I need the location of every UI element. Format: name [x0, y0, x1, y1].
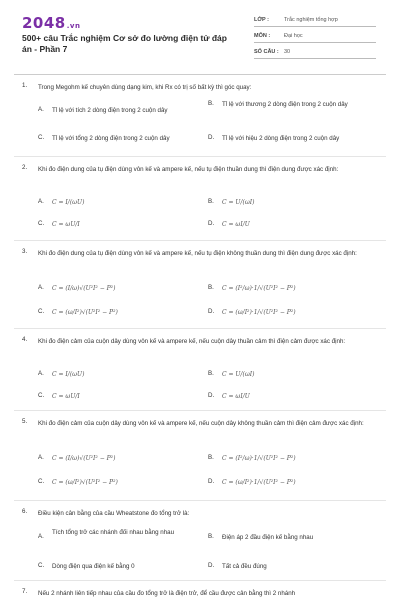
question-divider: [14, 156, 386, 157]
document-title: 500+ câu Trắc nghiệm Cơ sở đo lường điện tử đáp án - Phần 7: [22, 33, 227, 54]
question-divider: [14, 328, 386, 329]
question-3: 3. Khi đo điện dung của tụ điện dùng vôn kế và ampere kế, nếu tụ điện không thuần dung thì điện dung được xác định: A. C = (I/ω)√(U²I² − P²) B. C = (I²/ω)·1/√(U²I² − P²) C. C = (ω/I²)√(U²I² − P²) D. C = (ω/I²)·1/√(U²I² − P²): [22, 248, 382, 326]
document-header: [0, 0, 400, 68]
question-text: Trong Megohm kế chuyên dùng dạng kim, khi Rx có trị số bất kỳ thì góc quay:: [38, 84, 252, 91]
question-1: 1. Trong Megohm kế chuyên dùng dạng kim, khi Rx có trị số bất kỳ thì góc quay: A. Tỉ lệ với tích 2 dòng điện trong 2 cuộn dây B. Tỉ lệ với thương 2 dòng điện trong 2 cuộn dây C. Tỉ lệ với tổng 2 dòng điện trong 2 cuộn dây D. Tỉ lệ với hiệu 2 dòng điện trong 2 cuộn dây: [22, 82, 382, 152]
meta-class: LỚP : Trắc nghiệm tổng hợp: [254, 14, 376, 27]
question-text: Khi đo điện cảm của cuộn dây dùng vôn kế và ampere kế, nếu cuộn dây không thuần cảm thì điện cảm được xác định:: [38, 420, 364, 427]
site-logo[interactable]: 2048.vn: [22, 14, 81, 32]
question-text: Khi đo điện dung của tụ điện dùng vôn kế và ampere kế, nếu tụ điện không thuần dung thì điện dung được xác định:: [38, 250, 357, 257]
question-5: 5. Khi đo điện cảm của cuộn dây dùng vôn kế và ampere kế, nếu cuộn dây không thuần cảm thì điện cảm được xác định: A. C = (I/ω)√(U²I² − P²) B. C = (I²/ω)·1/√(U²I² − P²) C. C = (ω/I²)√(U²I² − P²) D. C = (ω/I²)·1/√(U²I² − P²): [22, 418, 382, 498]
question-text: Khi đo điện cảm của cuộn dây dùng vôn kế và ampere kế, nếu cuộn dây thuần cảm thì điện cảm được xác định:: [38, 338, 346, 345]
question-divider: [14, 500, 386, 501]
meta-question-count: SỐ CÂU : 30: [254, 46, 376, 59]
question-divider: [14, 240, 386, 241]
meta-subject: MÔN : Đại học: [254, 30, 376, 43]
question-2: 2. Khi đo điện dung của tụ điện dùng vôn kế và ampere kế, nếu tụ điện thuần dung thì điện dung được xác định: A. C = I/(ωU) B. C = U/(ωI) C. C = ωU/I D. C = ωI/U: [22, 164, 382, 236]
question-text: Điều kiện cân bằng của cầu Wheatstone đo tổng trở là:: [38, 510, 190, 517]
question-text: Nếu 2 nhánh liên tiếp nhau của cầu đo tổng trở là điện trở, để cầu được cân bằng thì 2 nhánh: [38, 590, 296, 597]
question-divider: [14, 580, 386, 581]
header-divider: [14, 74, 386, 75]
question-6: 6. Điều kiện cân bằng của cầu Wheatstone đo tổng trở là: A. Tích tổng trở các nhánh đối nhau bằng nhau B. Điện áp 2 đầu điện kế bằng nhau C. Dòng điện qua điện kế bằng 0 D. Tất cả đều đúng: [22, 508, 382, 576]
question-4: 4. Khi đo điện cảm của cuộn dây dùng vôn kế và ampere kế, nếu cuộn dây thuần cảm thì điện cảm được xác định: A. C = I/(ωU) B. C = U/(ωI) C. C = ωU/I D. C = ωI/U: [22, 336, 382, 408]
question-text: Khi đo điện dung của tụ điện dùng vôn kế và ampere kế, nếu tụ điện thuần dung thì điện dung được xác định:: [38, 166, 339, 173]
question-7: 7. Nếu 2 nhánh liên tiếp nhau của cầu đo tổng trở là điện trở, để cầu được cân bằng thì 2 nhánh: [22, 588, 382, 600]
question-divider: [14, 410, 386, 411]
